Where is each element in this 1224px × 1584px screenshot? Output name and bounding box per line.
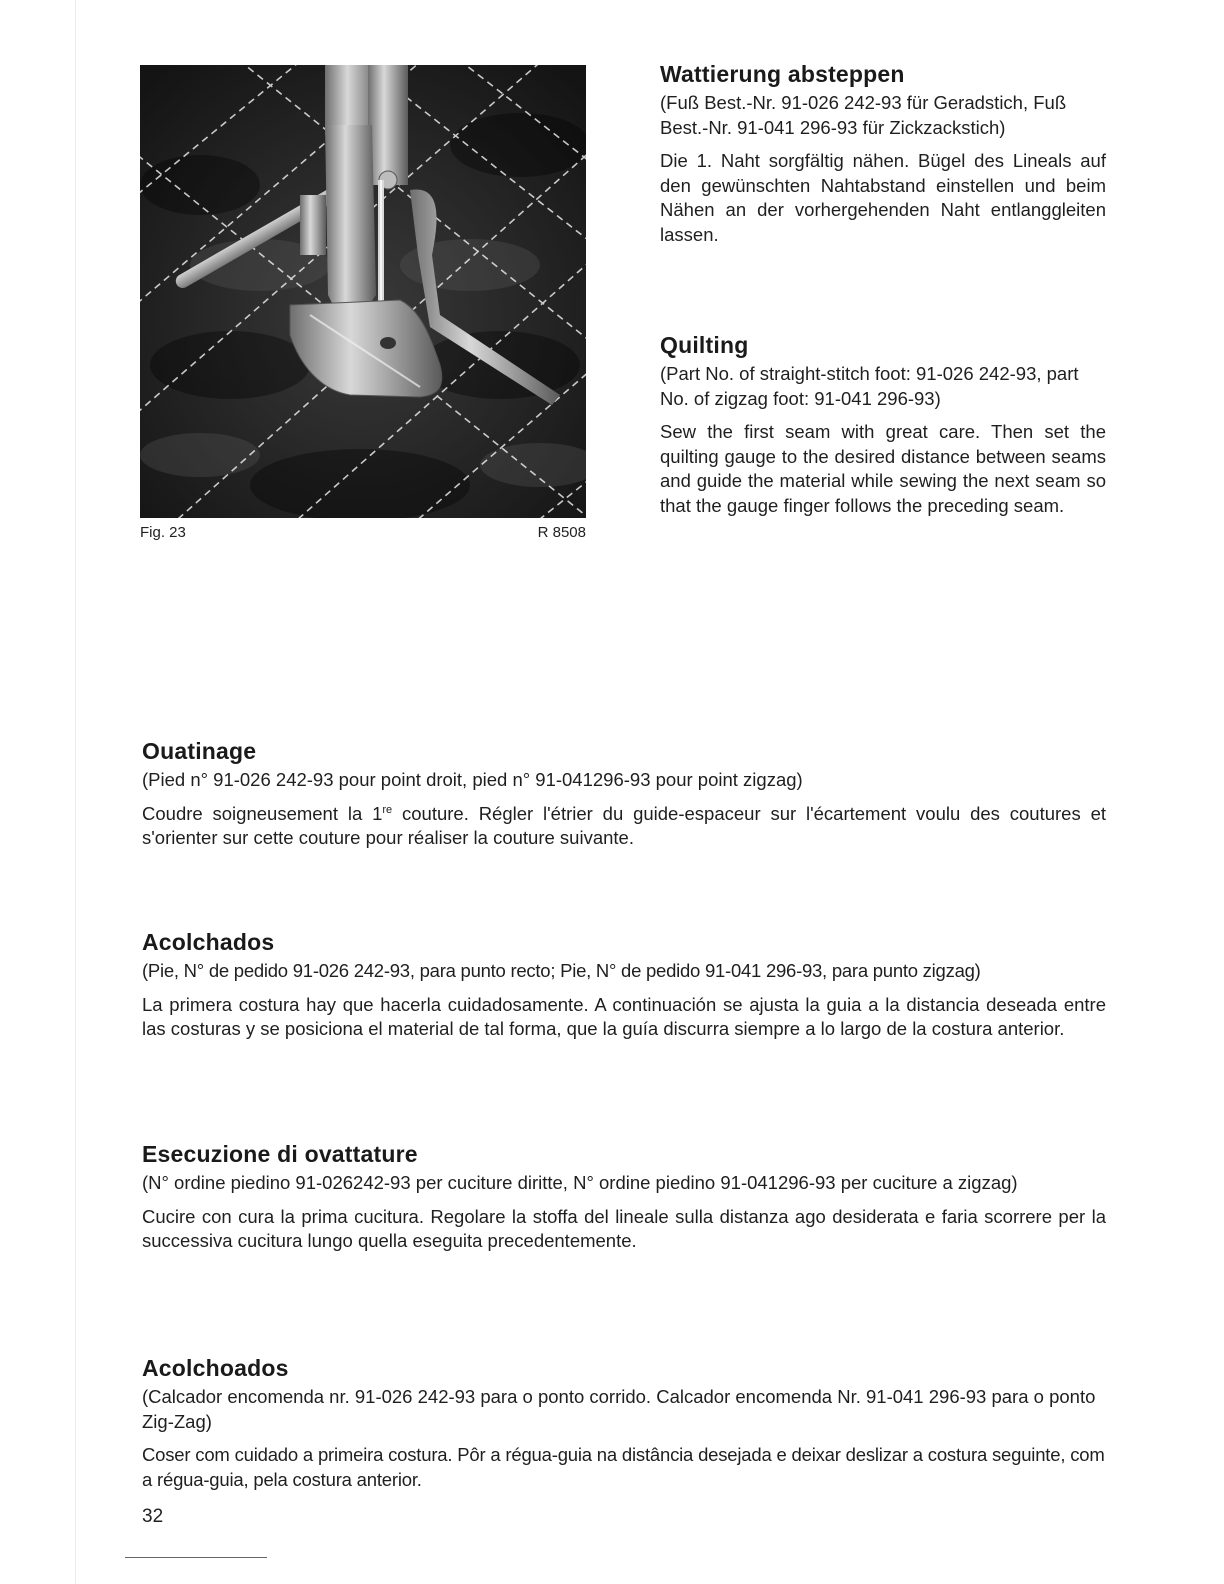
section-heading: Ouatinage bbox=[142, 738, 257, 764]
section-body: Coser com cuidado a primeira costura. Pôr a régua-guia na distância desejada e deixar deslizar a costura seguinte, com a régua-guia, pela costura anterior. bbox=[142, 1444, 1105, 1490]
section-italian bbox=[142, 1140, 1106, 1254]
section-parts: (Pied n° 91-026 242-93 pour point droit, pied n° 91-041296-93 pour point zigzag) bbox=[142, 769, 803, 790]
section-french bbox=[142, 737, 1106, 851]
section-parts: (Pie, N° de pedido 91-026 242-93, para punto recto; Pie, N° de pedido 91-041 296-93, para punto zigzag) bbox=[142, 960, 981, 981]
body-text-start: Coudre soigneusement la 1 bbox=[142, 802, 383, 824]
section-body: La primera costura hay que hacerla cuidadosamente. A continuación se ajusta la guia a la distancia deseada entre las costuras y se posiciona el material de tal forma, que la guía discurra siempre a lo largo de la costura anterior. bbox=[142, 993, 1106, 1039]
section-parts: (N° ordine piedino 91-026242-93 per cuciture diritte, N° ordine piedino 91-041296-93 per cuciture a zigzag) bbox=[142, 1172, 1018, 1193]
section-german bbox=[660, 60, 1106, 247]
section-heading: Esecuzione di ovattature bbox=[142, 1141, 418, 1167]
body-text-end: couture. Régler l'étrier du guide-espaceur sur l'écartement voulu des coutures et s'orienter sur cette couture pour réaliser la couture suivante. bbox=[142, 802, 1106, 848]
section-heading: Acolchoados bbox=[142, 1355, 289, 1381]
section-parts: (Fuß Best.-Nr. 91-026 242-93 für Geradstich, Fuß Best.-Nr. 91-041 296-93 für Zickzackstich) bbox=[660, 92, 1067, 138]
figure-number: Fig. 23 bbox=[140, 524, 186, 541]
section-heading: Acolchados bbox=[142, 929, 275, 955]
section-spanish bbox=[142, 928, 1106, 1042]
section-body bbox=[142, 802, 1106, 851]
section-body: Cucire con cura la prima cucitura. Regolare la stoffa del lineale sulla distanza ago desiderata e faria scorrere per la successiva cucitura lungo quella eseguita precedentemente. bbox=[142, 1205, 1106, 1251]
figure-reference: R 8508 bbox=[537, 524, 586, 541]
quilting-foot-photo bbox=[140, 65, 586, 518]
footer-rule bbox=[125, 1557, 267, 1558]
page-gutter-line bbox=[75, 0, 76, 1584]
section-body: Sew the first seam with great care. Then set the quilting gauge to the desired distance between seams and guide the material while sewing the next seam so that the gauge finger follows the preceding seam. bbox=[660, 421, 1106, 516]
section-parts: (Part No. of straight-stitch foot: 91-026 242-93, part No. of zigzag foot: 91-041 296-93) bbox=[660, 363, 1079, 409]
page-number: 32 bbox=[142, 1506, 164, 1527]
section-heading: Wattierung absteppen bbox=[660, 61, 905, 87]
section-portuguese bbox=[142, 1354, 1106, 1492]
section-english bbox=[660, 331, 1106, 518]
section-parts: (Calcador encomenda nr. 91-026 242-93 para o ponto corrido. Calcador encomenda Nr. 91-041 296-93 para o ponto Zig-Zag) bbox=[142, 1386, 1096, 1432]
section-body: Die 1. Naht sorgfältig nähen. Bügel des Lineals auf den gewünschten Nahtabstand einstellen und beim Nähen an der vorhergehenden Naht entlanggleiten lassen. bbox=[660, 150, 1106, 245]
section-heading: Quilting bbox=[660, 332, 749, 358]
ordinal-suffix: re bbox=[382, 803, 393, 816]
